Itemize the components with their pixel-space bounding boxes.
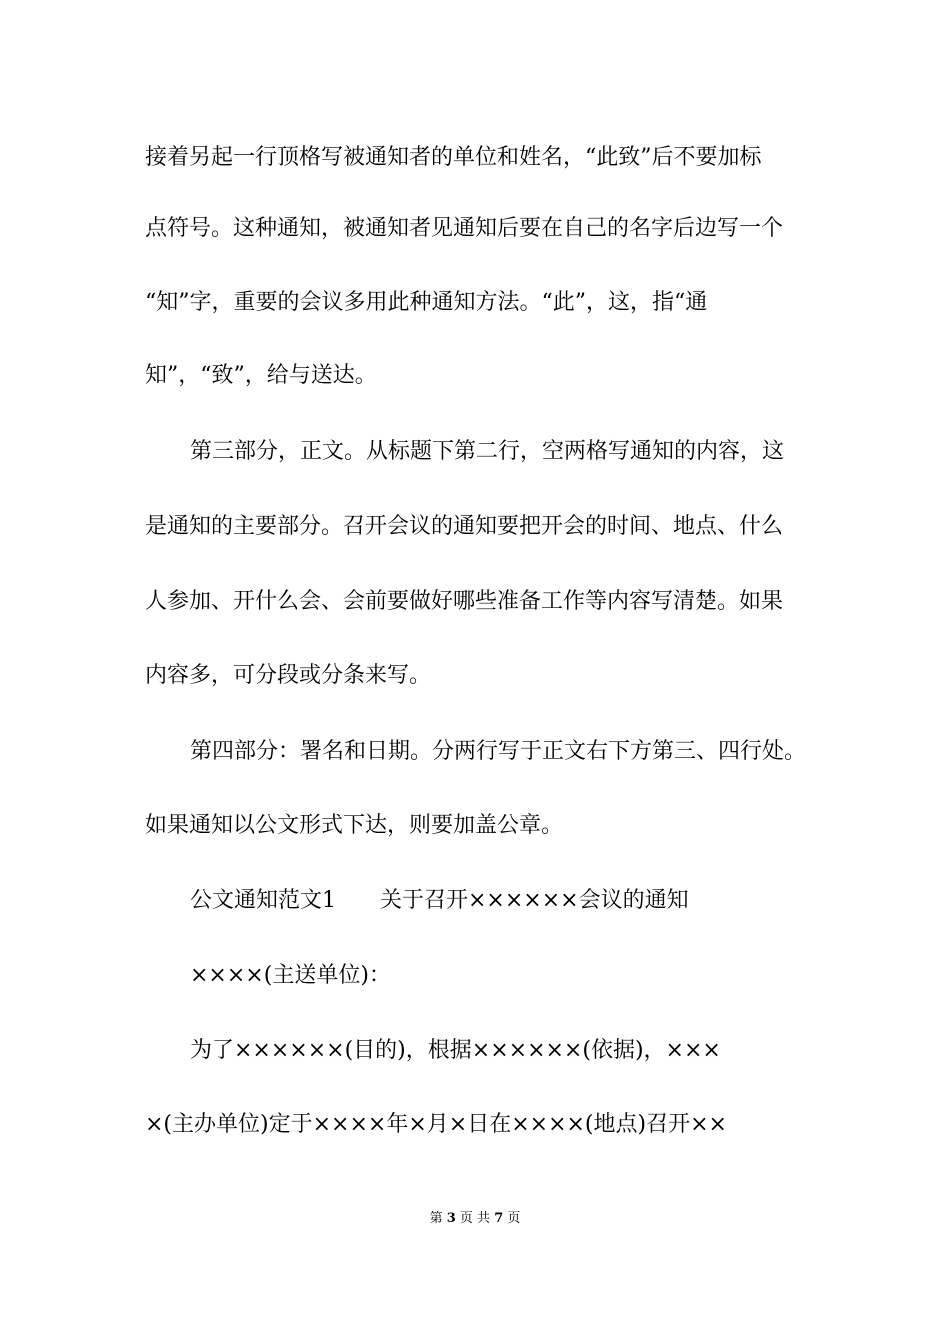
body-line: 内容多，可分段或分条来写。 <box>145 663 432 688</box>
body-line: ×(主办单位)定于××××年×月×日在××××(地点)召开×× <box>145 1112 727 1137</box>
body-line: 接着另起一行顶格写被通知者的单位和姓名，“此致”后不要加标 <box>145 145 762 170</box>
body-line: 人参加、开什么会、会前要做好哪些准备工作等内容写清楚。如果 <box>145 589 784 614</box>
total-pages-number: 7 <box>494 1211 504 1226</box>
current-page-number: 3 <box>446 1211 456 1226</box>
page-footer <box>0 1210 950 1228</box>
body-line: 为了××××××(目的)，根据××××××(依据)，××× <box>190 1038 721 1063</box>
sample-title-line: 公文通知范文1 关于召开××××××会议的通知 <box>190 888 689 913</box>
footer-prefix: 第 <box>429 1211 443 1226</box>
body-line: 知”，“致”，给与送达。 <box>145 363 377 388</box>
body-line: 第三部分，正文。从标题下第二行，空两格写通知的内容，这 <box>190 439 785 464</box>
body-line: 点符号。这种通知，被通知者见通知后要在自己的名字后边写一个 <box>145 216 784 241</box>
footer-suffix: 页 <box>507 1211 521 1226</box>
footer-middle: 页 共 <box>459 1211 491 1226</box>
body-line: “知”字，重要的会议多用此种通知方法。“此”，这，指“通 <box>145 290 708 315</box>
salutation-line: ××××(主送单位)： <box>190 963 391 988</box>
body-line: 如果通知以公文形式下达，则要加盖公章。 <box>145 813 564 838</box>
body-line: 是通知的主要部分。召开会议的通知要把开会的时间、地点、什么 <box>145 514 784 539</box>
body-line: 第四部分：署名和日期。分两行写于正文右下方第三、四行处。 <box>190 739 807 764</box>
